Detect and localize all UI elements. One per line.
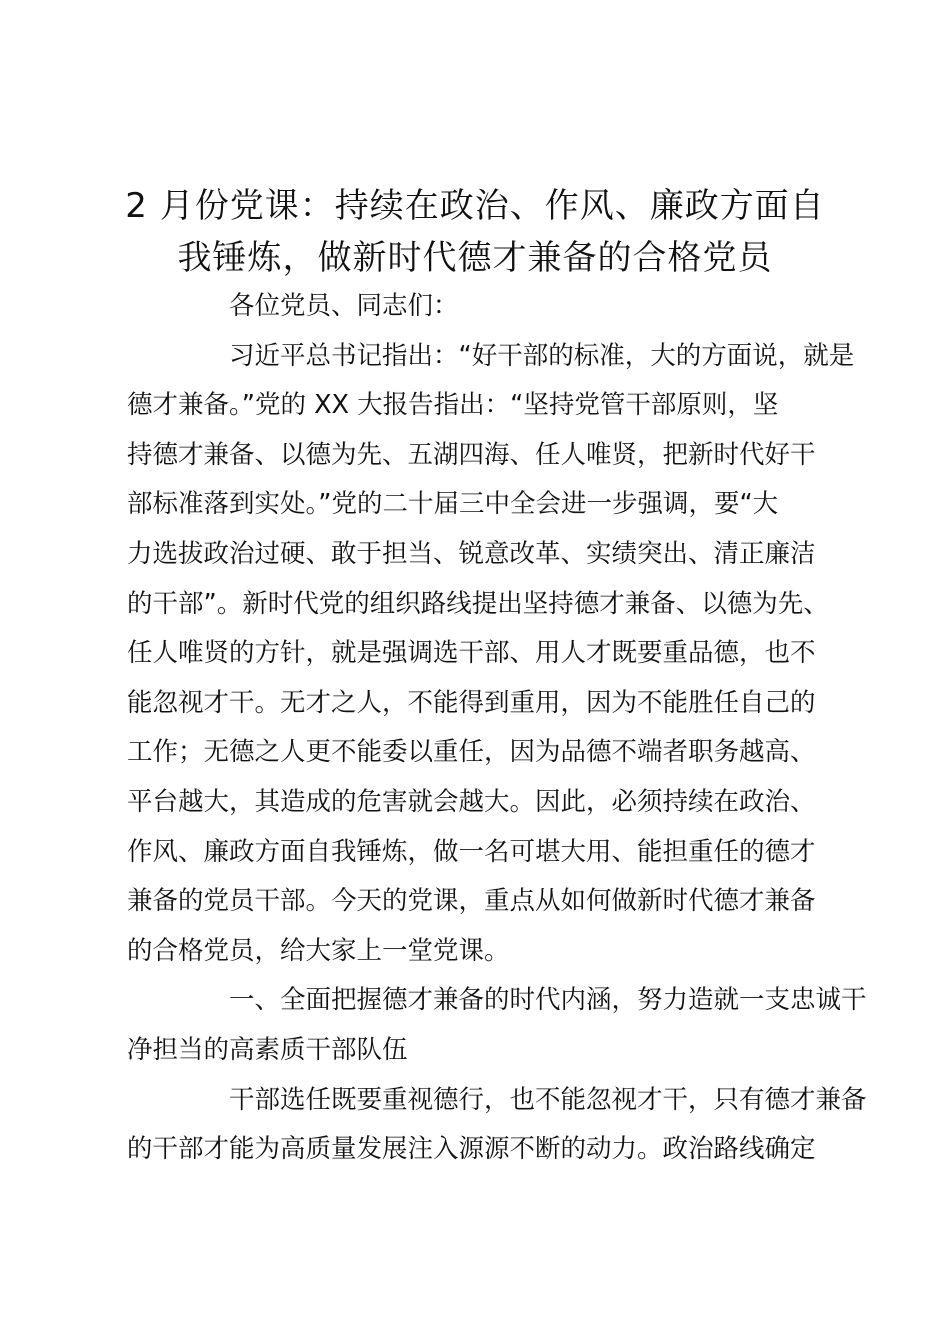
paragraph-2-line: 干部选任既要重视德行，也不能忽视才干，只有德才兼备	[229, 1084, 867, 1115]
title-line-1: 2 月份党课：持续在政治、作风、廉政方面自	[125, 186, 825, 226]
paragraph-1-line: 德才兼备。”党的 XX 大报告指出：“坚持党管干部原则，坚	[127, 390, 779, 421]
document-title	[110, 180, 840, 284]
paragraph-1-line: 能忽视才干。无才之人，不能得到重用，因为不能胜任自己的	[127, 687, 816, 718]
paragraph-1-line: 工作；无德之人更不能委以重任，因为品德不端者职务越高、	[127, 737, 816, 768]
paragraph-1-line: 作风、廉政方面自我锤炼，做一名可堪大用、能担重任的德才	[127, 836, 816, 867]
paragraph-1-line: 习近平总书记指出：“好干部的标准，大的方面说，就是	[229, 340, 855, 371]
paragraph-2	[127, 1076, 867, 1175]
paragraph-1-line: 的合格党员，给大家上一堂党课。	[127, 935, 510, 966]
paragraph-1-line: 平台越大，其造成的危害就会越大。因此，必须持续在政治、	[127, 786, 816, 817]
section-heading-1	[127, 976, 867, 1075]
paragraph-1-line: 的干部”。新时代党的组织路线提出坚持德才兼备、以德为先、	[127, 588, 829, 619]
salutation-text: 各位党员、同志们：	[229, 291, 459, 321]
paragraph-1-line: 力选拔政治过硬、敢于担当、锐意改革、实绩突出、清正廉洁	[127, 538, 816, 569]
paragraph-1-line: 持德才兼备、以德为先、五湖四海、任人唯贤，把新时代好干	[127, 439, 816, 470]
paragraph-1	[127, 332, 855, 977]
salutation	[127, 282, 837, 332]
paragraph-1-line: 兼备的党员干部。今天的党课，重点从如何做新时代德才兼备	[127, 886, 816, 917]
section-heading-line: 净担当的高素质干部队伍	[127, 1034, 408, 1065]
title-line-2: 我锤炼，做新时代德才兼备的合格党员	[177, 238, 773, 278]
paragraph-2-line: 的干部才能为高质量发展注入源源不断的动力。政治路线确定	[127, 1134, 816, 1165]
paragraph-1-line: 部标准落到实处。”党的二十届三中全会进一步强调，要“大	[127, 489, 779, 520]
paragraph-1-line: 任人唯贤的方针，就是强调选干部、用人才既要重品德，也不	[127, 638, 816, 669]
section-heading-line: 一、全面把握德才兼备的时代内涵，努力造就一支忠诚干	[229, 985, 867, 1016]
document-body	[127, 282, 867, 1175]
